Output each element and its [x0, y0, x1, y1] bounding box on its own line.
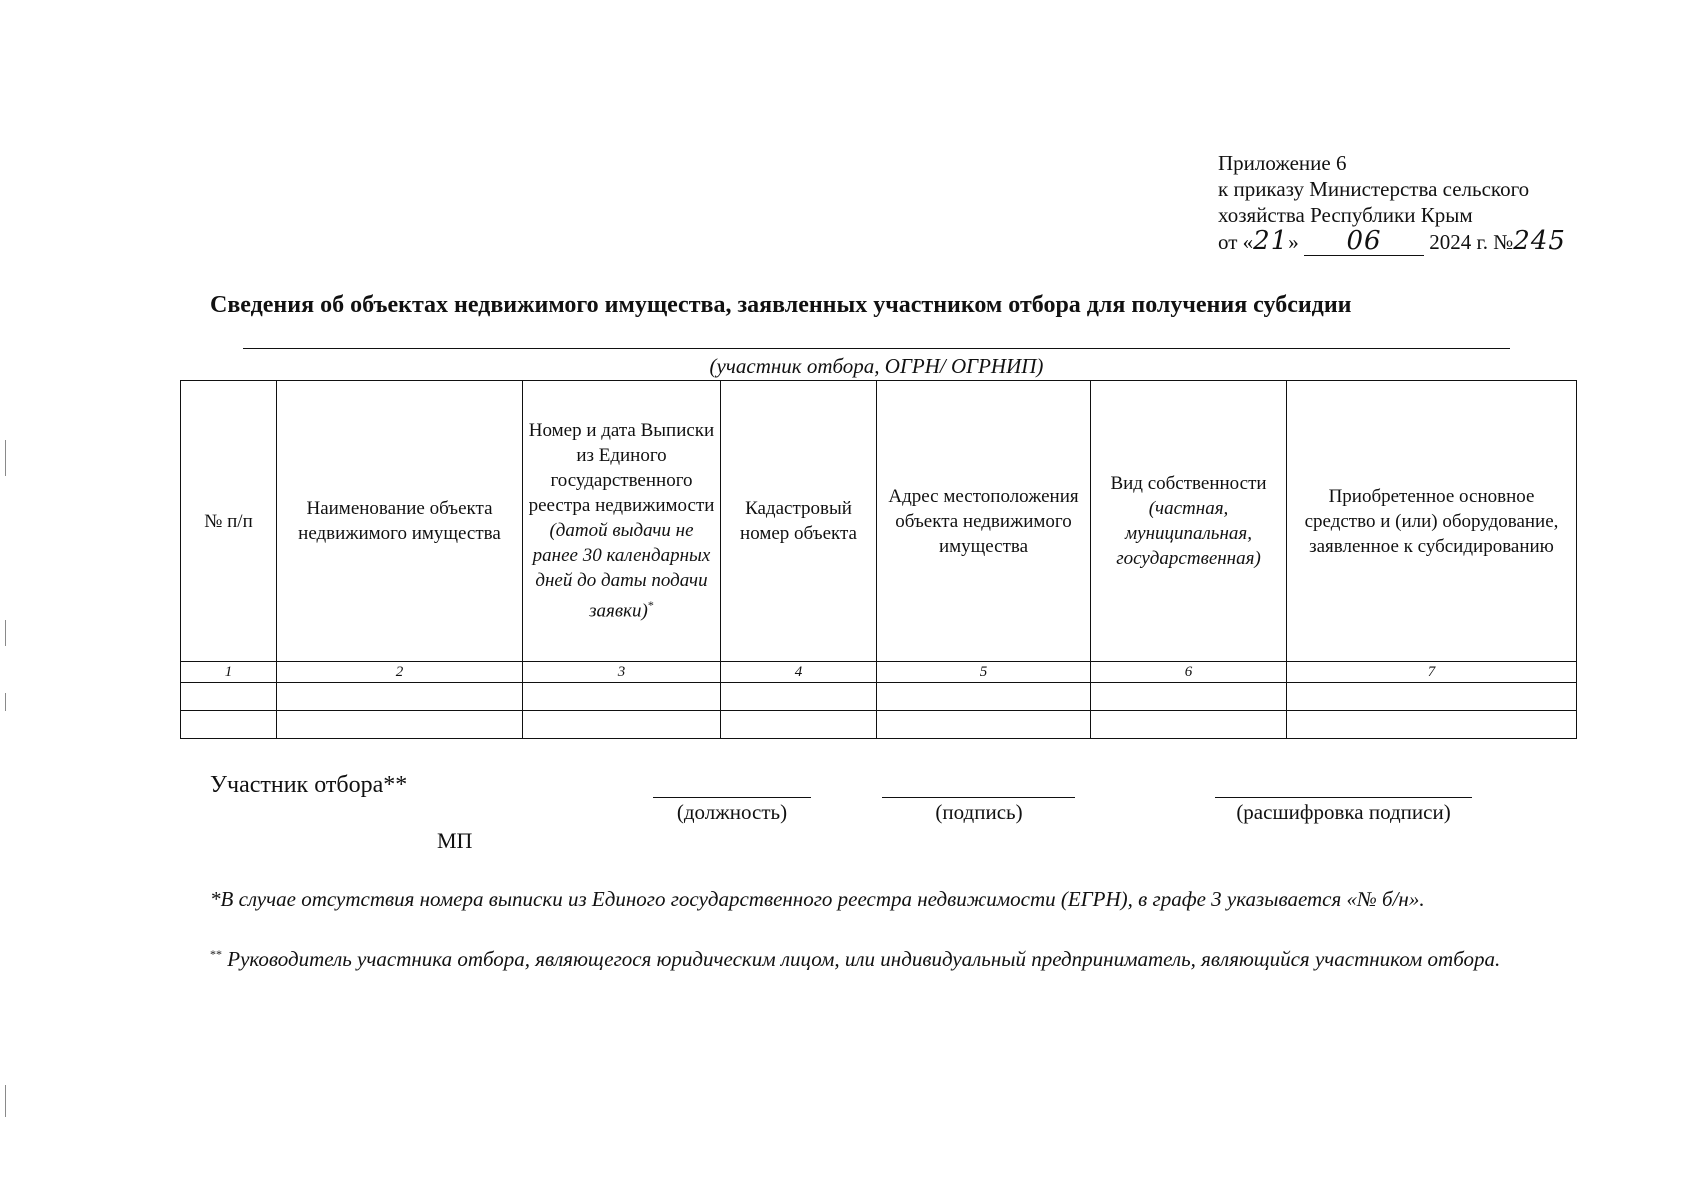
table-cell — [523, 711, 721, 739]
table-cell — [1091, 711, 1287, 739]
table-cell — [523, 683, 721, 711]
table-row — [181, 711, 1577, 739]
table-cell — [277, 683, 523, 711]
appendix-line-2: к приказу Министерства сельского — [1218, 177, 1530, 201]
decoding-fill-line — [1215, 797, 1472, 798]
date-prefix: от « — [1218, 230, 1254, 254]
date-close: » — [1288, 230, 1299, 254]
footnote-2-text: Руководитель участника отбора, являющегося юридическим лицом, или индивидуальный предприниматель, являющийся участником отбора. — [222, 947, 1501, 971]
table-cell — [181, 683, 277, 711]
stamp-place: МП — [437, 828, 473, 853]
table-cell — [721, 683, 877, 711]
signature-fill-line — [882, 797, 1075, 798]
table-cell — [1287, 683, 1577, 711]
participant-caption: (участник отбора, ОГРН/ ОГРНИП) — [709, 354, 1044, 378]
header-cell-name: Наименование объекта недвижимого имущества — [277, 381, 523, 662]
column-number: 1 — [181, 662, 277, 683]
table-cell — [877, 711, 1091, 739]
scan-mark — [5, 620, 6, 646]
table-cell — [721, 711, 877, 739]
header-cell-ownership: Вид собственности (частная, муниципальная, государственная) — [1091, 381, 1287, 662]
document-title: Сведения об объектах недвижимого имущества, заявленных участником отбора для получения субсидии — [210, 292, 1352, 318]
month-field — [1304, 228, 1424, 256]
scan-mark — [5, 440, 6, 476]
table-cell — [277, 711, 523, 739]
footnote-1: *В случае отсутствия номера выписки из Единого государственного реестра недвижимости (ЕГРН), в графе 3 указывается «№ б/н». — [210, 887, 1425, 911]
scan-mark — [5, 1085, 6, 1117]
footnote-2-marker: ** — [210, 947, 222, 961]
header-cell-equipment: Приобретенное основное средство и (или) оборудование, заявленное к субсидированию — [1287, 381, 1577, 662]
position-fill-line — [653, 797, 811, 798]
appendix-header — [1218, 150, 1658, 256]
handwritten-number: 245 — [1513, 226, 1566, 256]
header-cell-number: № п/п — [181, 381, 277, 662]
column-number: 4 — [721, 662, 877, 683]
appendix-date-line — [1218, 228, 1658, 256]
column-number: 5 — [877, 662, 1091, 683]
handwritten-month: 06 — [1346, 226, 1382, 256]
property-table — [180, 380, 1577, 739]
table-cell — [1287, 711, 1577, 739]
table-cell — [181, 711, 277, 739]
header-cell-extract: Номер и дата Выписки из Единого государственного реестра недвижимости (датой выдачи не ранее 30 календарных дней до даты подачи заявки)* — [523, 381, 721, 662]
header-cell-address: Адрес местоположения объекта недвижимого имущества — [877, 381, 1091, 662]
position-caption: (должность) — [676, 800, 788, 824]
column-number: 6 — [1091, 662, 1287, 683]
participant-signature-label: Участник отбора** — [210, 772, 408, 798]
table-cell — [1091, 683, 1287, 711]
column-number: 3 — [523, 662, 721, 683]
participant-fill-line — [243, 348, 1510, 349]
column-number-row — [181, 662, 1577, 683]
handwritten-day: 21 — [1253, 226, 1289, 256]
signature-caption: (подпись) — [935, 800, 1023, 824]
decoding-caption: (расшифровка подписи) — [1236, 800, 1451, 824]
year-text: 2024 г. № — [1429, 230, 1514, 254]
table-header-row — [181, 381, 1577, 662]
appendix-line-1: Приложение 6 — [1218, 151, 1347, 175]
table-row — [181, 683, 1577, 711]
table-cell — [877, 683, 1091, 711]
appendix-line-3: хозяйства Республики Крым — [1218, 203, 1473, 227]
column-number: 2 — [277, 662, 523, 683]
footnote-2 — [210, 940, 1610, 974]
column-number: 7 — [1287, 662, 1577, 683]
header-cell-cadastral: Кадастровый номер объекта — [721, 381, 877, 662]
scan-mark — [5, 693, 6, 711]
